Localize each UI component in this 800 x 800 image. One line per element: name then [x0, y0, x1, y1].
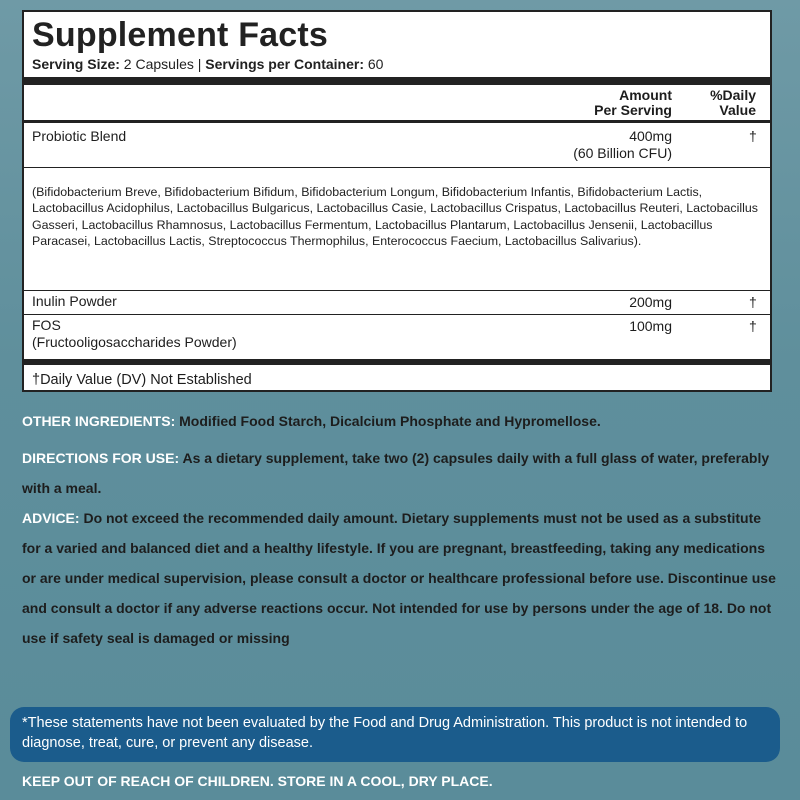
- probiotic-strains-list: (Bifidobacterium Breve, Bifidobacterium Bifidum, Bifidobacterium Longum, Bifidobacterium Infantis, Bifidobacterium Lactis, Lactobacillus Acidophilus, Lactobacillus Bulgaricus, Lactobacillus Casie, Lactobacillus Crispatus, Lactobacillus Reuteri, Lactobacillus Gasseri, Lactobacillus Rhamnosus, Lactobacillus Fermentum, Lactobacillus Plantarum, Lactobacillus Jensenii, Lactobacillus Paracasei, Lactobacillus Lactis, Streptococcus Thermophilus, Enterococcus Faecium, Lactobacillus Salivarius).: [32, 185, 758, 248]
- divider-header: [24, 120, 770, 123]
- row-label-inulin: Inulin Powder: [32, 293, 117, 309]
- divider-row: [24, 167, 770, 168]
- storage-warning: KEEP OUT OF REACH OF CHILDREN. STORE IN A COOL, DRY PLACE.: [22, 773, 493, 789]
- fos-full-name: (Fructooligosaccharides Powder): [32, 334, 237, 350]
- serving-size-label: Serving Size:: [32, 56, 120, 72]
- advice-label: ADVICE:: [22, 510, 80, 526]
- divider-row: [24, 314, 770, 315]
- dv-header-line2: Value: [719, 102, 756, 118]
- directions-label: DIRECTIONS FOR USE:: [22, 450, 180, 466]
- serving-size-value: 2 Capsules |: [119, 56, 206, 72]
- divider-row: [24, 290, 770, 291]
- fos-label: FOS: [32, 317, 61, 333]
- row-dv-fos: †: [749, 318, 757, 334]
- row-amount-inulin: 200mg: [629, 294, 672, 310]
- probiotic-cfu: (60 Billion CFU): [573, 145, 672, 161]
- divider-thick: [24, 359, 770, 365]
- other-ingredients-text: Modified Food Starch, Dicalcium Phosphate and Hypromellose.: [175, 413, 601, 429]
- other-ingredients-label: OTHER INGREDIENTS:: [22, 413, 176, 429]
- amount-per-serving-header: [594, 88, 672, 118]
- divider-thick: [24, 77, 770, 85]
- servings-per-container-value: 60: [363, 56, 384, 72]
- facts-title: Supplement Facts: [32, 16, 329, 54]
- row-label-probiotic-blend: Probiotic Blend: [32, 128, 127, 144]
- servings-per-container-label: Servings per Container:: [205, 56, 364, 72]
- row-label-fos: [32, 317, 237, 351]
- row-amount-fos: 100mg: [629, 318, 672, 334]
- serving-info: [32, 56, 383, 72]
- row-dv-probiotic-blend: †: [749, 128, 757, 144]
- amount-header-line2: Per Serving: [594, 102, 672, 118]
- row-dv-inulin: †: [749, 294, 757, 310]
- probiotic-amount: 400mg: [629, 128, 672, 144]
- advice: [22, 503, 782, 653]
- advice-text: Do not exceed the recommended daily amount. Dietary supplements must not be used as a substitute for a varied and balanced diet and a healthy lifestyle. If you are pregnant, breastfeeding, taking any medications or are under medical supervision, please consult a doctor or healthcare professional before use. Discontinue use and consult a doctor if any adverse reactions occur. Not intended for use by persons under the age of 18. Do not use if safety seal is damaged or missing: [22, 510, 776, 646]
- directions-text: As a dietary supplement, take two (2) capsules daily with a full glass of water, preferably with a meal.: [22, 450, 770, 496]
- other-ingredients: [22, 413, 782, 429]
- dv-header-line1: %Daily: [710, 87, 756, 103]
- supplement-facts-panel: [22, 10, 772, 392]
- row-amount-probiotic-blend: [573, 128, 672, 162]
- fda-disclaimer-box: [10, 707, 780, 762]
- daily-value-header: [710, 88, 756, 118]
- directions-for-use: [22, 443, 782, 503]
- amount-header-line1: Amount: [619, 87, 672, 103]
- fda-disclaimer-text: *These statements have not been evaluated by the Food and Drug Administration. This product is not intended to diagnose, treat, cure, or prevent any disease.: [22, 715, 748, 751]
- dv-footnote: †Daily Value (DV) Not Established: [32, 372, 252, 388]
